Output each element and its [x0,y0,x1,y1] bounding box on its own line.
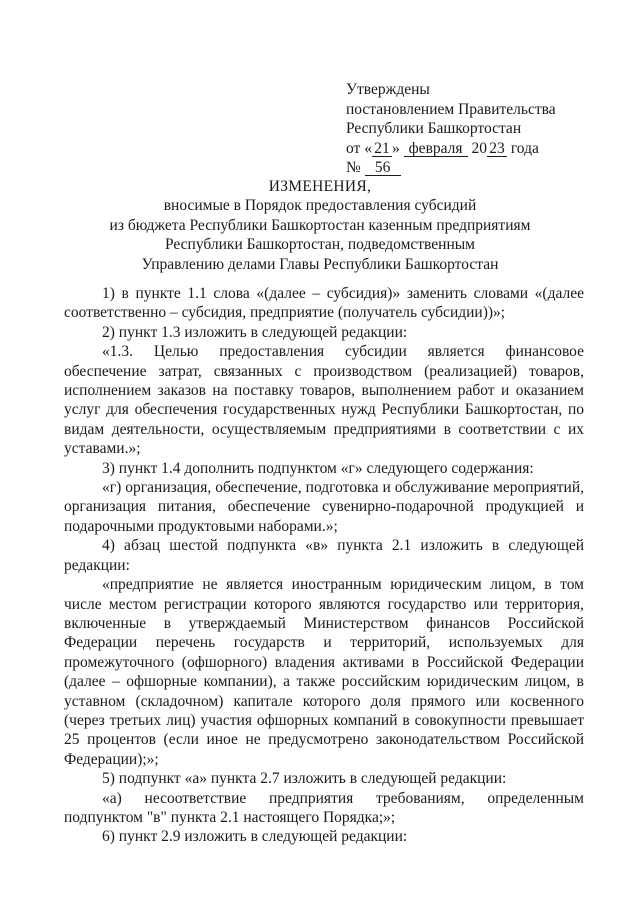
date-year: 23 [487,142,507,157]
title-subline: Республики Башкортостан, подведомственным [165,236,475,253]
amendment-paragraph: 6) пункт 2.9 изложить в следующей редакции: [102,828,408,846]
approval-line: Утверждены [346,81,430,98]
amendment-paragraph: 2) пункт 1.3 изложить в следующей редакции: [102,323,408,341]
amendments-body [64,284,584,847]
quoted-paragraph: «предприятие не является иностранным юридическим лицом, в том числе местом регистрации которого являются государство или территория, включенные в утверждаемый Министерством финансов Российской Федерации перечень государств и территорий, используемых для промежуточного (офшорного) владения активами в Российской Федерации (далее – офшорные компании), а также российским юридическим лицом, в уставном (складочном) капитале которого доля прямого или косвенного (через третьих лиц) участия офшорных компаний в совокупности превышает 25 процентов (если иное не предусмотрено законодательством Российской Федерации);»; [64,576,584,768]
date-day: 21 [372,142,392,157]
title-subline: из бюджета Республики Башкортостан казенным предприятиям [109,216,531,234]
title-subline: вносимые в Порядок предоставления субсидий [163,197,477,214]
document-title [0,177,640,274]
quoted-paragraph: «1.3. Целью предоставления субсидии является финансовое обеспечение затрат, связанных с производством (реализацией) товаров, исполнением заказов на поставку товаров, выполнением работ и оказанием услуг для обеспечения государственных нужд Республики Башкортостан, по видам деятельности, осуществляемым предприятиями в соответствии с их уставами.»; [64,343,584,458]
amendment-paragraph: 5) подпункт «а» пункта 2.7 изложить в следующей редакции: [102,770,507,788]
approval-line: постановлением Правительства [346,100,556,118]
amendment-paragraph: 1) в пункте 1.1 слова «(далее – субсидия)» заменить словами «(далее соответственно – субсидия, предприятие (получатель субсидии))»; [64,285,584,322]
amendment-paragraph: 3) пункт 1.4 дополнить подпунктом «г» следующего содержания: [102,459,534,477]
date-year-prefix: 20 [471,139,487,157]
amendment-paragraph: 4) абзац шестой подпункта «в» пункта 2.1 изложить в следующей редакции: [64,537,584,574]
number-prefix: № [346,159,361,176]
approval-line: Республики Башкортостан [346,120,522,137]
title-heading: ИЗМЕНЕНИЯ, [268,178,372,195]
date-prefix: от « [346,139,372,157]
approval-number-value: 56 [365,161,401,176]
date-suffix: года [510,139,539,157]
quoted-paragraph: «а) несоответствие предприятия требованиям, определенным подпунктом "в" пункта 2.1 настоящего Порядка;»; [64,789,584,826]
approval-block [346,80,606,178]
date-month: февраля [404,142,468,157]
approval-number [346,158,606,178]
quoted-paragraph: «г) организация, обеспечение, подготовка и обслуживание мероприятий, организация питания, обеспечение сувенирно-подарочной продукцией и подарочными продуктовыми наборами.»; [64,479,584,535]
approval-date [346,139,606,159]
date-mid: » [391,139,400,157]
title-subline: Управлению делами Главы Республики Башкортостан [141,255,499,273]
